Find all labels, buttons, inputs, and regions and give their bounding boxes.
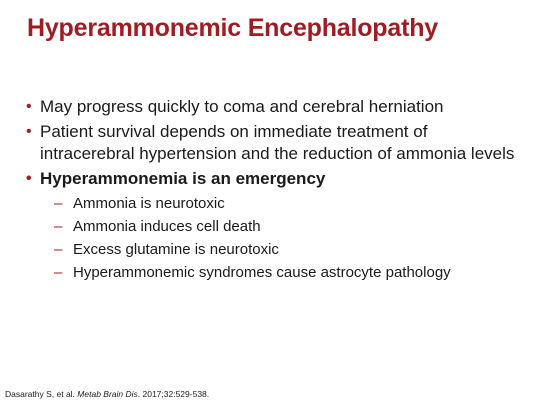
bullet-list: [26, 96, 526, 287]
dash-marker: –: [54, 264, 63, 281]
bullet-marker: •: [26, 170, 32, 187]
citation-details: . 2017;32:529-538.: [137, 389, 210, 399]
bullet-text: May progress quickly to coma and cerebral herniation: [40, 97, 444, 116]
citation-authors: Dasarathy S, et al.: [5, 389, 75, 399]
bullet-text: Patient survival depends on immediate treatment of intracerebral hypertension and the reduction of ammonia levels: [40, 122, 515, 163]
sub-bullet-item: [40, 192, 526, 215]
bullet-text: Hyperammonemia is an emergency: [40, 169, 326, 188]
dash-marker: –: [54, 241, 63, 258]
sub-bullet-text: Excess glutamine is neurotoxic: [73, 241, 279, 258]
sub-bullet-item: [40, 215, 526, 238]
sub-bullet-item: [40, 238, 526, 261]
sub-bullet-text: Ammonia induces cell death: [73, 218, 261, 235]
sub-bullet-list: [40, 192, 526, 284]
bullet-item: [26, 121, 526, 165]
bullet-item-emphasis: [26, 168, 526, 284]
bullet-marker: •: [26, 98, 32, 115]
sub-bullet-item: [40, 261, 526, 284]
citation: [5, 389, 209, 399]
dash-marker: –: [54, 218, 63, 235]
bullet-marker: •: [26, 123, 32, 140]
bullet-item: [26, 96, 526, 118]
slide-title: Hyperammonemic Encephalopathy: [27, 14, 438, 42]
sub-bullet-text: Hyperammonemic syndromes cause astrocyte pathology: [73, 264, 451, 281]
sub-bullet-text: Ammonia is neurotoxic: [73, 195, 225, 212]
dash-marker: –: [54, 195, 63, 212]
citation-journal: Metab Brain Dis: [77, 389, 138, 399]
